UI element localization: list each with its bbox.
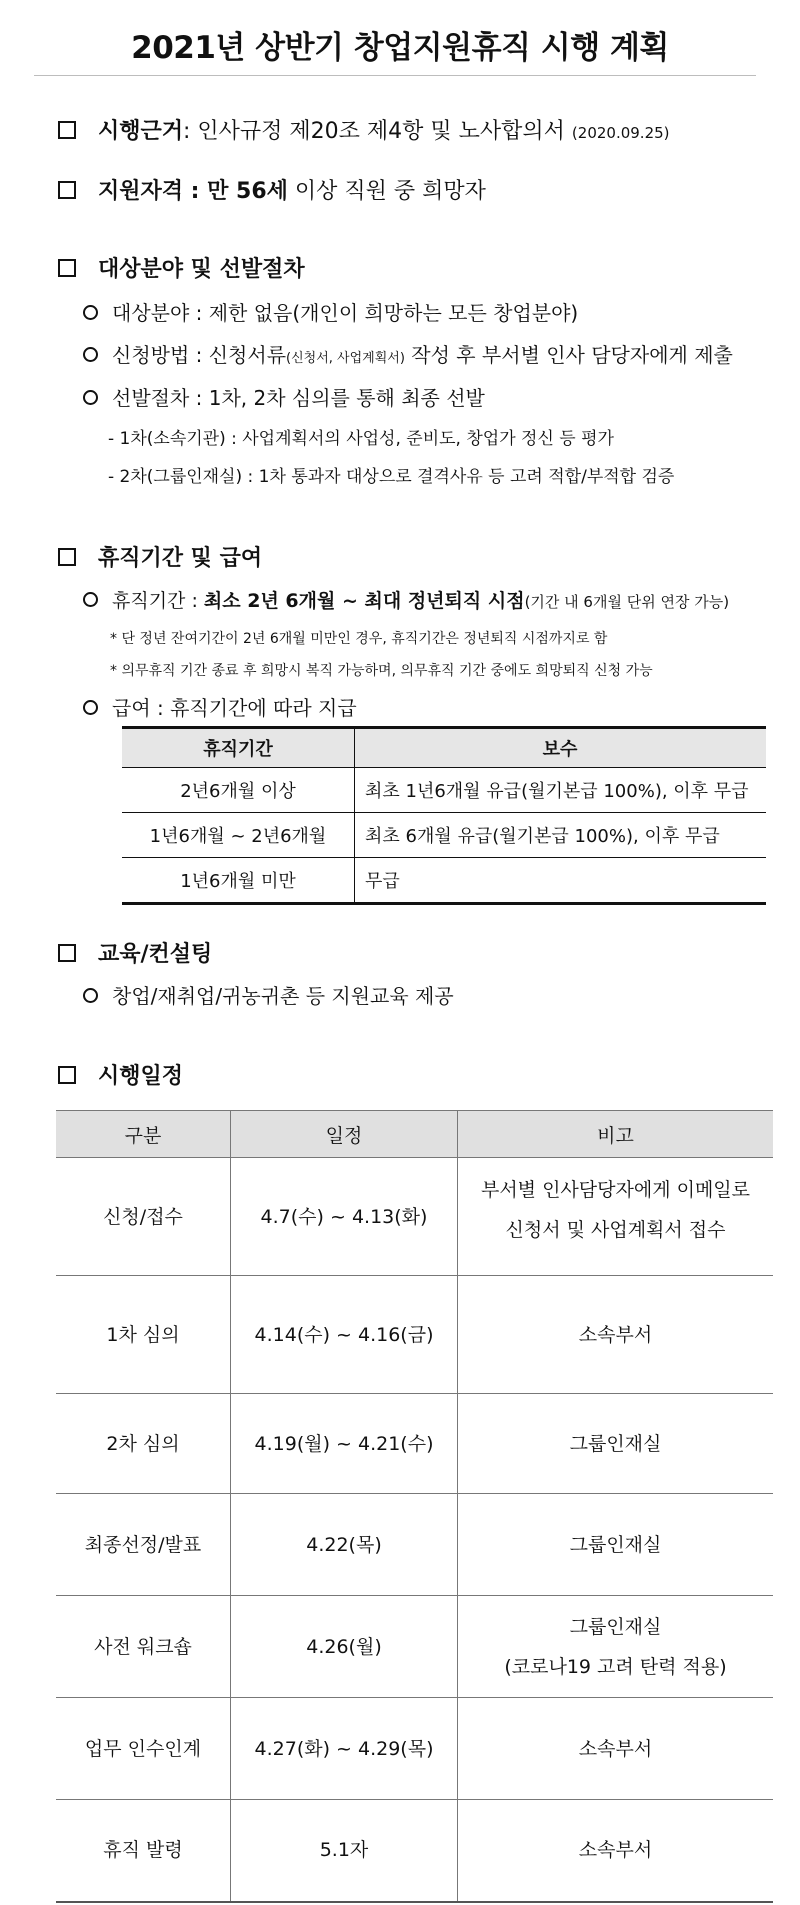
- section-schedule: [58, 1059, 183, 1090]
- leave-period-bold: 최소 2년 6개월 ~ 최대 정년퇴직 시점: [203, 590, 525, 612]
- section-basis: [58, 114, 670, 145]
- schedule-date-cell: 4.19(월) ~ 4.21(수): [231, 1394, 458, 1494]
- circle-bullet-icon: [83, 700, 98, 715]
- target-heading: 대상분야 및 선발절차: [98, 257, 305, 282]
- page-title: 2021년 상반기 창업지원휴직 시행 계획: [131, 30, 669, 66]
- leave-pay-item: [83, 692, 357, 721]
- target-field-item: [83, 297, 578, 326]
- title-divider: [34, 75, 756, 76]
- pay-salary-cell: 최초 1년6개월 유급(월기본급 100%), 이후 무급: [355, 768, 767, 813]
- schedule-remark-line-1: 그룹인재실: [569, 1615, 662, 1638]
- schedule-date-cell: 4.26(월): [231, 1596, 458, 1698]
- pay-period-cell: 2년6개월 이상: [122, 768, 355, 813]
- schedule-table: [56, 1110, 773, 1903]
- leave-period-label: 휴직기간 :: [112, 590, 204, 612]
- schedule-category-cell: 업무 인수인계: [56, 1698, 231, 1800]
- section-target: [58, 252, 305, 283]
- schedule-remark-line-1: 부서별 인사담당자에게 이메일로: [480, 1179, 751, 1201]
- schedule-remark-cell: 그룹인재실: [458, 1394, 774, 1494]
- schedule-header-remark: 비고: [458, 1111, 774, 1158]
- leave-period-item: [83, 586, 729, 613]
- education-heading: 교육/컨설팅: [98, 942, 213, 967]
- pay-table: [122, 726, 766, 905]
- schedule-date-cell: 4.7(수) ~ 4.13(화): [231, 1158, 458, 1276]
- basis-text: : 인사규정 제20조 제4항 및 노사합의서: [183, 119, 565, 144]
- section-leave: [58, 541, 262, 572]
- square-bullet-icon: [58, 121, 76, 139]
- target-round2: - 2차(그룹인재실) : 1차 통과자 대상으로 결격사유 등 고려 적합/부적합 검증: [108, 467, 675, 487]
- schedule-heading: 시행일정: [98, 1064, 184, 1089]
- schedule-category-cell: 최종선정/발표: [56, 1494, 231, 1596]
- schedule-header-date: 일정: [231, 1111, 458, 1158]
- circle-bullet-icon: [83, 347, 98, 362]
- schedule-date-cell: 5.1자: [231, 1800, 458, 1902]
- schedule-remark-cell: [458, 1596, 774, 1698]
- section-education: [58, 937, 212, 968]
- leave-pay: 급여 : 휴직기간에 따라 지급: [112, 696, 357, 720]
- schedule-remark-cell: 그룹인재실: [458, 1494, 774, 1596]
- schedule-remark-cell: 소속부서: [458, 1698, 774, 1800]
- leave-note-1: * 단 정년 잔여기간이 2년 6개월 미만인 경우, 휴직기간은 정년퇴직 시점까지로 함: [110, 631, 608, 647]
- schedule-date-cell: 4.14(수) ~ 4.16(금): [231, 1276, 458, 1394]
- square-bullet-icon: [58, 259, 76, 277]
- schedule-category-cell: 1차 심의: [56, 1276, 231, 1394]
- pay-header-period: 휴직기간: [122, 728, 355, 768]
- pay-period-cell: 1년6개월 ~ 2년6개월: [122, 813, 355, 858]
- table-row: [56, 1698, 773, 1800]
- leave-period-note: (기간 내 6개월 단위 연장 가능): [524, 593, 730, 611]
- table-row: [122, 768, 766, 813]
- table-row: [56, 1276, 773, 1394]
- circle-bullet-icon: [83, 592, 98, 607]
- eligibility-text: 이상 직원 중 희망자: [287, 179, 486, 204]
- schedule-header-category: 구분: [56, 1111, 231, 1158]
- schedule-remark-cell: 소속부서: [458, 1800, 774, 1902]
- basis-date: (2020.09.25): [571, 124, 670, 142]
- table-row: [56, 1494, 773, 1596]
- target-method-small: (신청서, 사업계획서): [286, 351, 405, 366]
- leave-note-2: * 의무휴직 기간 종료 후 희망시 복직 가능하며, 의무휴직 기간 중에도 희망퇴직 신청 가능: [110, 663, 653, 679]
- pay-header-salary: 보수: [355, 728, 767, 768]
- circle-bullet-icon: [83, 988, 98, 1003]
- table-row: [56, 1800, 773, 1902]
- schedule-remark-cell: 소속부서: [458, 1276, 774, 1394]
- target-method-item: [83, 339, 733, 368]
- education-item: [83, 980, 454, 1009]
- schedule-category-cell: 사전 워크숍: [56, 1596, 231, 1698]
- table-row: [56, 1394, 773, 1494]
- schedule-remark-line-2: (코로나19 고려 탄력 적용): [504, 1655, 727, 1678]
- square-bullet-icon: [58, 548, 76, 566]
- table-row: [122, 813, 766, 858]
- square-bullet-icon: [58, 1066, 76, 1084]
- square-bullet-icon: [58, 181, 76, 199]
- schedule-category-cell: 휴직 발령: [56, 1800, 231, 1902]
- target-method-a: 신청방법 : 신청서류: [112, 343, 287, 367]
- pay-table-header-row: [122, 728, 766, 768]
- schedule-remark-cell: [458, 1158, 774, 1276]
- target-method-b: 작성 후 부서별 인사 담당자에게 제출: [404, 343, 733, 367]
- target-selection-item: [83, 382, 485, 411]
- table-row: [56, 1158, 773, 1276]
- square-bullet-icon: [58, 944, 76, 962]
- target-selection: 선발절차 : 1차, 2차 심의를 통해 최종 선발: [112, 386, 485, 410]
- education-text: 창업/재취업/귀농귀촌 등 지원교육 제공: [112, 984, 454, 1008]
- pay-salary-cell: 무급: [355, 858, 767, 904]
- pay-salary-cell: 최초 6개월 유급(월기본급 100%), 이후 무급: [355, 813, 767, 858]
- leave-heading: 휴직기간 및 급여: [98, 546, 263, 571]
- circle-bullet-icon: [83, 390, 98, 405]
- schedule-remark-line-2: 신청서 및 사업계획서 접수: [505, 1219, 726, 1241]
- schedule-header-row: [56, 1111, 773, 1158]
- table-row: [122, 858, 766, 904]
- circle-bullet-icon: [83, 305, 98, 320]
- eligibility-label: 지원자격 : 만 56세: [98, 179, 288, 204]
- schedule-date-cell: 4.22(목): [231, 1494, 458, 1596]
- schedule-category-cell: 신청/접수: [56, 1158, 231, 1276]
- section-eligibility: [58, 174, 486, 205]
- schedule-category-cell: 2차 심의: [56, 1394, 231, 1494]
- table-row: [56, 1596, 773, 1698]
- basis-label: 시행근거: [98, 119, 184, 144]
- schedule-date-cell: 4.27(화) ~ 4.29(목): [231, 1698, 458, 1800]
- target-field: 대상분야 : 제한 없음(개인이 희망하는 모든 창업분야): [112, 301, 579, 325]
- pay-period-cell: 1년6개월 미만: [122, 858, 355, 904]
- target-round1: - 1차(소속기관) : 사업계획서의 사업성, 준비도, 창업가 정신 등 평가: [108, 429, 614, 449]
